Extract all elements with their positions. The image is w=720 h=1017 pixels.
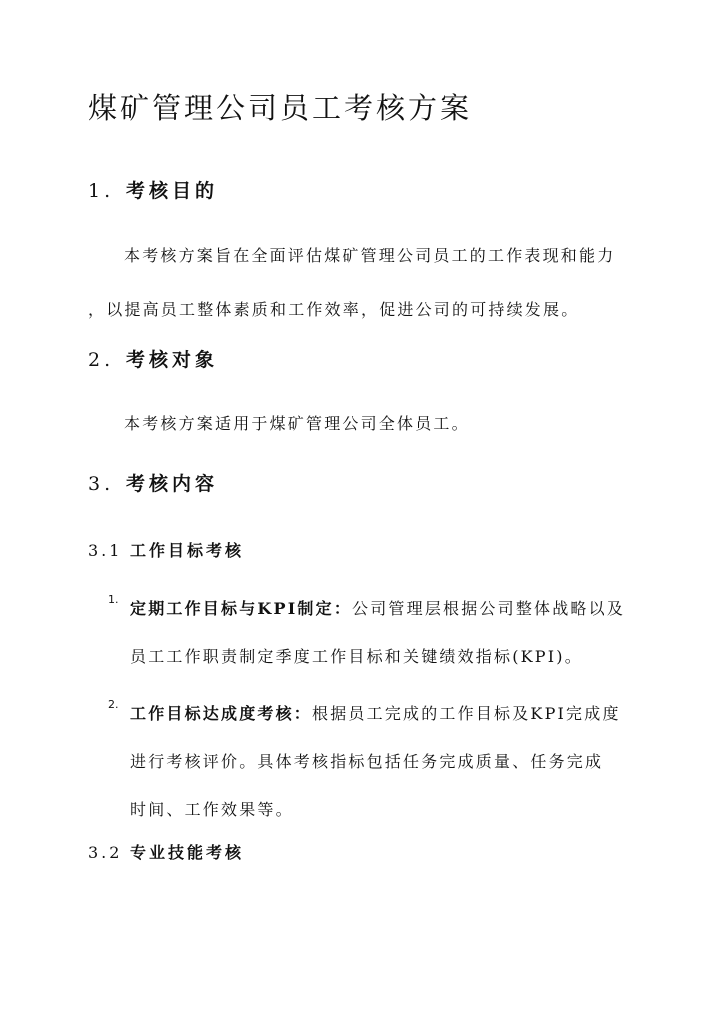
section-heading-target xyxy=(88,345,218,372)
section-number: 3. xyxy=(88,473,115,495)
subsection-title: 工作目标考核 xyxy=(130,541,245,560)
list-item-kpi-setting xyxy=(108,585,648,681)
section-heading-content xyxy=(88,469,218,496)
section-heading-purpose xyxy=(88,176,218,203)
paragraph-purpose xyxy=(88,229,648,337)
subsection-heading-skills xyxy=(88,840,244,863)
list-item-label: 工作目标达成度考核： xyxy=(130,704,313,723)
paragraph-line: 本考核方案适用于煤矿管理公司全体员工。 xyxy=(124,414,470,433)
list-item-text: 公司管理层根据公司整体战略以及 xyxy=(352,599,626,618)
list-item-label: 定期工作目标与KPI制定： xyxy=(130,599,353,618)
list-item-goal-achievement xyxy=(108,690,648,834)
list-item-line: 员工工作职责制定季度工作目标和关键绩效指标(KPI)。 xyxy=(130,647,583,666)
paragraph-target xyxy=(88,397,648,451)
section-number: 2. xyxy=(88,349,115,371)
paragraph-line: 本考核方案旨在全面评估煤矿管理公司员工的工作表现和能力 xyxy=(124,246,616,265)
subsection-title: 专业技能考核 xyxy=(130,843,245,862)
subsection-number: 3.2 xyxy=(88,843,123,862)
list-item-line xyxy=(130,585,648,633)
list-marker: 1. xyxy=(108,593,119,606)
subsection-number: 3.1 xyxy=(88,541,123,560)
list-marker: 2. xyxy=(108,698,119,711)
list-item-line xyxy=(130,690,648,738)
list-item-line: 进行考核评价。具体考核指标包括任务完成质量、任务完成 xyxy=(130,752,604,771)
section-title: 考核内容 xyxy=(126,473,219,495)
document-title: 煤矿管理公司员工考核方案 xyxy=(88,91,473,125)
section-title: 考核目的 xyxy=(126,180,219,202)
list-item-text: 根据员工完成的工作目标及KPI完成度 xyxy=(312,704,621,723)
list-item-line: 时间、工作效果等。 xyxy=(130,800,294,819)
list-item-body xyxy=(130,585,648,681)
list-item-body xyxy=(130,690,648,834)
subsection-heading-work-goals xyxy=(88,538,244,561)
paragraph-line: ，以提高员工整体素质和工作效率，促进公司的可持续发展。 xyxy=(88,300,580,319)
section-number: 1. xyxy=(88,180,115,202)
section-title: 考核对象 xyxy=(126,349,219,371)
